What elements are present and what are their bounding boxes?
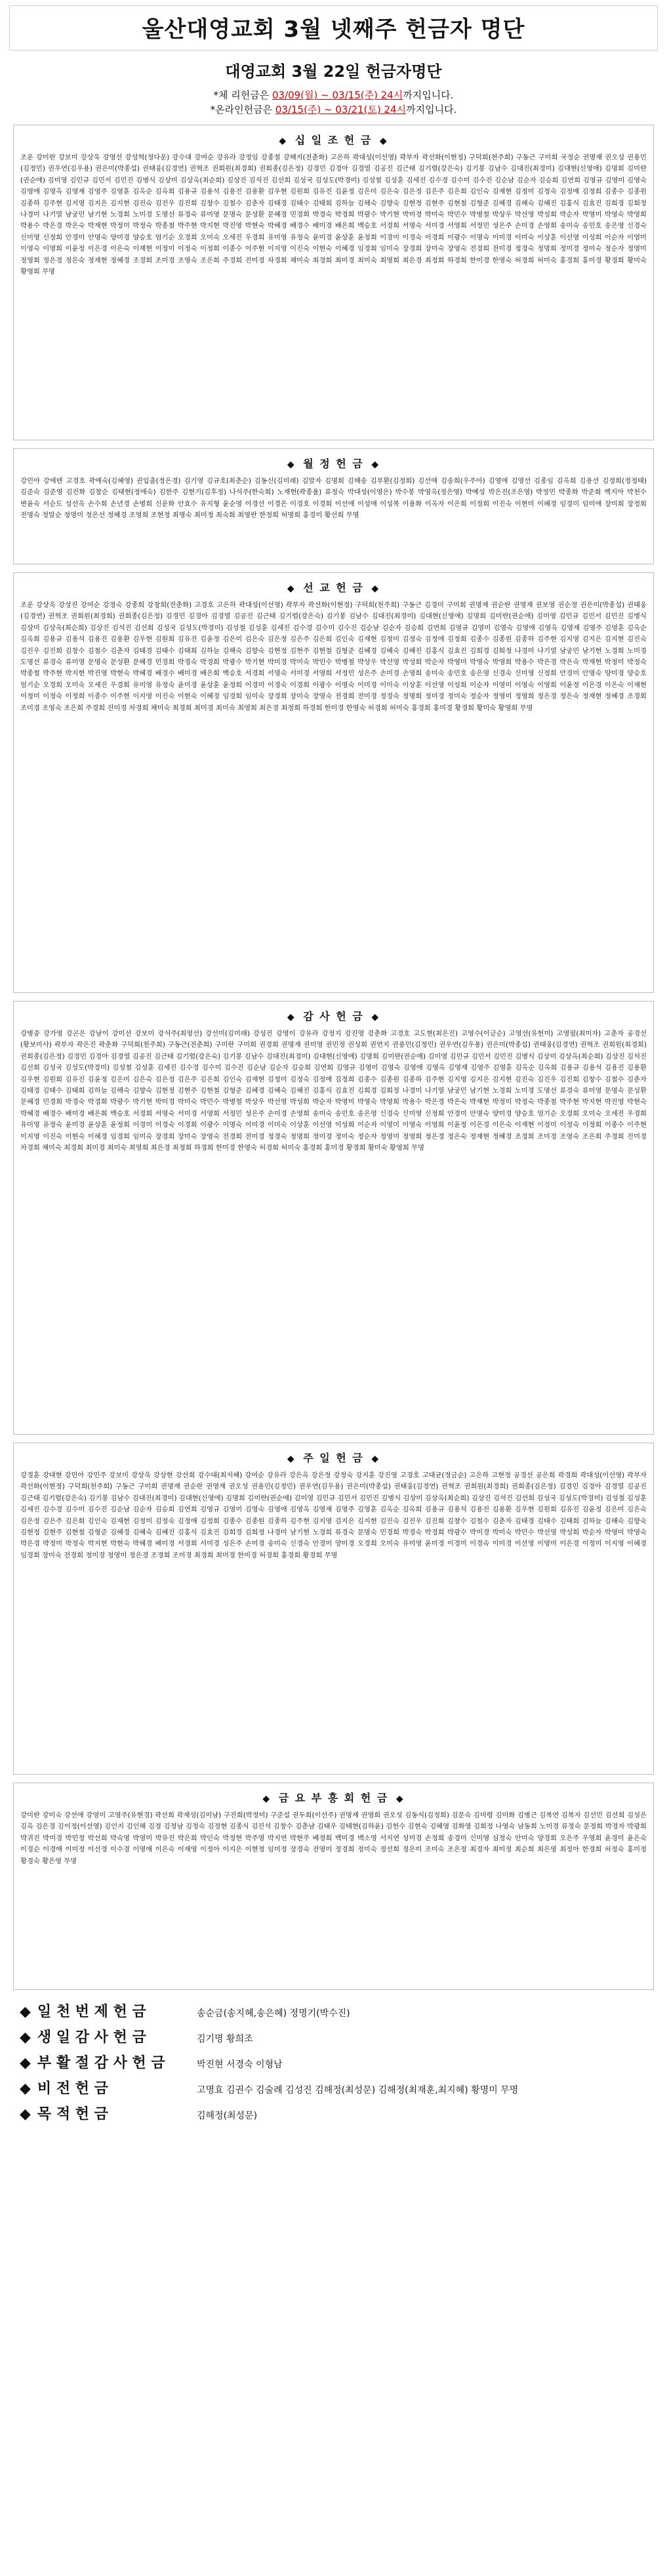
section-sunday [13,1443,654,1775]
section-header [20,1008,647,1023]
offering-label [20,2103,197,2123]
offering-names: 고명효 김권수 김술례 김성진 김해정(최성문) 김해정(최재훈,최지혜) 황명미 무명 [197,2085,519,2096]
offering-label [20,2026,197,2046]
diamond-icon: ◆ [20,2004,31,2020]
offering-label-text: 생 일 감 사 헌 금 [37,2029,146,2046]
diamond-icon: ◆ [371,583,380,594]
diamond-icon: ◆ [287,1012,296,1023]
section-tithe [13,125,654,440]
section-thanks [13,1001,654,1435]
notice-date: 03/15(주) ~ 03/21(토) 24시 [275,104,407,116]
name-list: 조운 강상욱 강성진 강여순 강정숙 강종희 강창희(전춘화) 고경호 고은하 곽대성(이선영) 곽부자 곽선화(이현정) 구덕희(천주희) 구동근 김경미 구미희 권명재 권순란 권영재 권보영 권순정 권은미(박종섭) 권태웅(김경연) 권혁조 권희원(최경희) 권희종(김은정) 김경민 김경아 김경열 김공진 김근태 김기렬(강은숙) 김기봉 김남수 김대진(최경미) 김대현(신영애) 김명희 김미란(권순애) 김미영 김민규 김민서 김민진 김병식 김상미 김상옥(최순희) 김상진 김석진 김선희 김성국 김성도(박경미) 김성철 김성훈 김세진 김수경 김수미 김수진 김순남 김순자 김승희 김연희 김영규 김영미 김영숙 김영애 김영옥 김영재 김영주 김영훈 김옥순 김옥희 김용규 김용석 김용진 김용환 김우현 김원희 김유진 김윤정 김은미 김은숙 김은정 김은주 김은희 김인숙 김재현 김정미 김정숙 김정애 김정희 김종수 김종원 김종하 김주현 김지영 김지은 김지현 김진숙 김진우 김진희 김창수 김철수 김춘자 김태경 김태수 김태희 김하늘 김해숙 김향숙 김현정 김현주 김현철 김형준 김혜경 김혜숙 김혜진 김홍식 김효진 김희경 김희정 나경미 나기열 남궁민 남기현 노경희 노미경 도명선 류경숙 류미영 문명숙 문성환 문혜경 민경희 박경숙 박경희 박광수 박기현 박미경 박미숙 박민수 박병철 박상우 박선영 박성희 박순자 박영미 박영숙 박영희 박용수 박은경 박은숙 박재현 박정미 박정숙 박종철 박주현 박지현 박진영 박현숙 박혜경 배경수 배미경 배은희 백승호 서경희 서명숙 서미경 서영희 서정민 성은주 손미경 손영희 송미숙 송민호 송은영 신경숙 신미영 신정희 안경미 안명숙 양미경 양승호 엄기순 오경희 오미숙 오세진 우경희 유미영 유정숙 윤미경 윤상훈 윤정희 이경미 이경숙 이경희 이광수 이명숙 이미경 이미숙 이상훈 이선영 이성희 이순자 이영미 이영숙 이영희 이윤정 이은경 이은숙 이재현 이정미 이정숙 이정희 이종수 이주현 이지영 이진숙 이현숙 이혜경 임경희 임미숙 장경희 장미숙 장영숙 전경희 전미경 정경숙 정명희 정미경 정미숙 정순자 정영미 정영희 정은경 정은숙 정재현 정혜경 조경희 조미경 조영숙 조은희 주경희 진미경 차경희 채미숙 최경희 최미경 최미숙 최영희 최은경 최정희 하경희 한미경 한영숙 허경희 허미숙 홍경희 홍미경 황경희 황미숙 황영희 무명 [20,601,647,712]
diamond-icon: ◆ [287,459,296,470]
diamond-icon: ◆ [287,1454,296,1464]
notice-bullet: * [213,89,218,101]
section-header [20,1790,647,1805]
section-header [20,455,647,471]
diamond-icon: ◆ [287,583,296,594]
notice-online [0,102,667,117]
diamond-icon: ◆ [279,136,288,146]
offering-names: 박진현 서경숙 이형남 [197,2059,283,2070]
offering-label-text: 일 천 번 제 헌 금 [37,2004,146,2020]
diamond-icon: ◆ [371,459,380,470]
section-title: 십 일 조 헌 금 [294,134,373,146]
page [0,5,667,2576]
notice-label: 온라인헌금은 [215,104,275,116]
notice-cherry [0,88,667,102]
offering-label-text: 목 적 헌 금 [37,2106,108,2122]
section-title: 주 일 헌 금 [303,1452,364,1464]
section-title: 금 요 부 흥 회 헌 금 [278,1792,389,1804]
section-title: 월 정 헌 금 [303,457,364,470]
offering-label-text: 비 전 헌 금 [37,2080,108,2097]
offering-label-text: 부 활 절 감 사 헌 금 [37,2055,165,2071]
diamond-icon: ◆ [20,2080,31,2097]
section-friday-revival [13,1783,654,1990]
section-title: 감 사 헌 금 [303,1010,364,1023]
diamond-icon: ◆ [395,1794,405,1804]
offering-names: 김기명 황희조 [197,2034,253,2044]
name-list: 강병중 강가영 강곤은 강남이 강미선 강보미 강석주(최영선) 강선미(김미래) 강성진 강영이 강유라 강정지 강진영 강춘화 고경호 고도현(최은진) 고영수(이금순) 고영선(유헌미) 고영필(최미자) 고춘자 공경선(황보미사) 곽부자 곽은진 곽춘화 구덕희(천주희) 구동근(전춘희) 구미란 구미희 권경희 권명재 권미영 권민정 권성희 권연지 권용민(김정민) 권우연(김우용) 권은미(박종섭) 권태웅(김경연) 권혁조 권희원(최경희) 권희종(김은정) 김경민 김경아 김경열 김공진 김근태 김기렬(강은숙) 김기봉 김남수 김대진(최경미) 김대현(신영애) 김명희 김미란(권순애) 김미영 김민규 김민서 김민진 김병식 김상미 김상옥(최순희) 김상진 김석진 김선희 김성국 김성도(박경미) 김성철 김성훈 김세진 김수경 김수미 김수진 김순남 김순자 김승희 김연희 김영규 김영미 김영숙 김영애 김영옥 김영재 김영주 김영훈 김옥순 김옥희 김용규 김용석 김용진 김용환 김우현 김원희 김유진 김윤정 김은미 김은숙 김은정 김은주 김은희 김인숙 김재현 김정미 김정숙 김정애 김정희 김종수 김종원 김종하 김주현 김지영 김지은 김지현 김진숙 김진우 김진희 김창수 김철수 김춘자 김태경 김태수 김태희 김하늘 김해숙 김향숙 김현정 김현주 김현철 김형준 김혜경 김혜숙 김혜진 김홍식 김효진 김희경 김희정 나경미 나기열 남궁민 남기현 노경희 노미경 도명선 류경숙 류미영 문명숙 문성환 문혜경 민경희 박경숙 박경희 박광수 박기현 박미경 박미숙 박민수 박병철 박상우 박선영 박성희 박순자 박영미 박영숙 박영희 박용수 박은경 박은숙 박재현 박정미 박정숙 박종철 박주현 박지현 박진영 박현숙 박혜경 배경수 배미경 배은희 백승호 서경희 서명숙 서미경 서영희 서정민 성은주 손미경 손영희 송미숙 송민호 송은영 신경숙 신미영 신정희 안경미 안명숙 양미경 양승호 엄기순 오경희 오미숙 오세진 우경희 유미영 유정숙 윤미경 윤상훈 윤정희 이경미 이경숙 이경희 이광수 이명숙 이미경 이미숙 이상훈 이선영 이성희 이순자 이영미 이영숙 이영희 이윤정 이은경 이은숙 이재현 이정미 이정숙 이정희 이종수 이주현 이지영 이진숙 이현숙 이혜경 임경희 임미숙 장경희 장미숙 장영숙 전경희 전미경 정경숙 정명희 정미경 정미숙 정순자 정영미 정영희 정은경 정은숙 정재현 정혜경 조경희 조미경 조영숙 조은희 주경희 진미경 차경희 채미숙 최경희 최미경 최미숙 최영희 최은경 최정희 하경희 한미경 한영숙 허경희 허미숙 홍경희 홍미경 황경희 황미숙 황영희 무명 [20,1030,647,1152]
notice-date: 03/09(월) ~ 03/15(주) 24시 [272,89,403,101]
offering-row [20,2052,647,2072]
notice-bullet: * [210,104,216,116]
diamond-icon: ◆ [379,136,388,146]
diamond-icon: ◆ [371,1454,380,1464]
name-list: 조운 강미란 강보미 강상욱 강영선 강성혁(정다운) 강수대 강여순 강유라 강정임 강종철 강해지(전춘화) 고은하 곽대성(이선영) 곽부자 곽선화(이현정) 구덕희(천주희) 구동근 구미희 국정순 권명재 권오성 권용민(김정민) 권우연(김우용) 권은미(박종섭) 권태웅(김경연) 권혁조 권희원(최경희) 권희종(김은정) 김경민 김경아 김경열 김공진 김근태 김기렬(강은숙) 김기봉 김남수 김대진(최경미) 김대현(신영애) 김명희 김미란(권순애) 김미영 김민규 김민서 김민진 김병식 김상미 김상옥(최순희) 김상진 김석진 김선희 김성국 김성도(박경미) 김성철 김성훈 김세진 김수경 김수미 김수진 김순남 김순자 김승희 김연희 김영규 김영미 김영숙 김영애 김영옥 김영재 김영주 김영훈 김옥순 김옥희 김용규 김용석 김용진 김용환 김우현 김원희 김유진 김윤정 김은미 김은숙 김은정 김은주 김은희 김인숙 김재현 김정미 김정숙 김정애 김정희 김종수 김종원 김종하 김주현 김지영 김지은 김지현 김진숙 김진우 김진희 김창수 김철수 김춘자 김태경 김태수 김태희 김하늘 김해숙 김향숙 김현정 김현주 김현철 김형준 김혜경 김혜숙 김혜진 김홍식 김효진 김희경 김희정 나경미 나기열 남궁민 남기현 노경희 노미경 도명선 류경숙 류미영 문명숙 문성환 문혜경 민경희 박경숙 박경희 박광수 박기현 박미경 박미숙 박민수 박병철 박상우 박선영 박성희 박순자 박영미 박영숙 박영희 박용수 박은경 박은숙 박재현 박정미 박정숙 박종철 박주현 박지현 박진영 박현숙 박혜경 배경수 배미경 배은희 백승호 서경희 서명숙 서미경 서영희 서정민 성은주 손미경 손영희 송미숙 송민호 송은영 신경숙 신미영 신정희 안경미 안명숙 양미경 양승호 엄기순 오경희 오미숙 오세진 우경희 유미영 유정숙 윤미경 윤상훈 윤정희 이경미 이경숙 이경희 이광수 이명숙 이미경 이미숙 이상훈 이선영 이성희 이순자 이영미 이영숙 이영희 이윤정 이은경 이은숙 이재현 이정미 이정숙 이정희 이종수 이주현 이지영 이진숙 이현숙 이혜경 임경희 임미숙 장경희 장미숙 장영숙 전경희 전미경 정경숙 정명희 정미경 정미숙 정순자 정영미 정영희 정은경 정은숙 정재현 정혜경 조경희 조미경 조영숙 조은희 주경희 진미경 차경희 채미숙 최경희 최미경 최미숙 최영희 최은경 최정희 하경희 한미경 한영숙 허경희 허미숙 홍경희 홍미경 황경희 황미숙 황영희 무명 [20,154,647,276]
main-title: 울산대영교회 3월 넷째주 헌금자 명단 [142,16,525,43]
sub-title: 대영교회 3월 22일 헌금자명단 [225,62,442,81]
section-title: 선 교 헌 금 [303,581,364,594]
notice-suffix: 까지입니다. [406,104,457,116]
other-offerings-list [20,2000,647,2123]
name-list: 강경훈 강대현 강민아 강민주 강보미 강상욱 강상현 강선희 강수대(최지혜) 강여순 강유라 강은옥 강은정 강정숙 강지훈 강진영 고경호 고대균(정금순) 고은하 고현정 공경선 공은희 곽경희 곽대성(이선영) 곽부자 곽선화(이현정) 구덕희(천주희) 구동근 구미희 권명재 권순란 권영재 권오성 권용민(김정민) 권우연(김우용) 권은미(박종섭) 권태웅(김경연) 권혁조 권희원(최경희) 권희종(김은정) 김경민 김경아 김경열 김공진 김근태 김기렬(강은숙) 김기봉 김남수 김대진(최경미) 김대현(신영애) 김명희 김미란(권순애) 김미영 김민규 김민서 김민진 김병식 김상미 김상옥(최순희) 김상진 김석진 김선희 김성국 김성도(박경미) 김성철 김성훈 김세진 김수경 김수미 김수진 김순남 김순자 김승희 김연희 김영규 김영미 김영숙 김영애 김영옥 김영재 김영주 김영훈 김옥순 김옥희 김용규 김용석 김용진 김용환 김우현 김원희 김유진 김윤정 김은미 김은숙 김은정 김은주 김은희 김인숙 김재현 김정미 김정숙 김정애 김정희 김종수 김종원 김종하 김주현 김지영 김지은 김지현 김진숙 김진우 김진희 김창수 김철수 김춘자 김태경 김태수 김태희 김하늘 김해숙 김향숙 김현정 김현주 김현철 김형준 김혜경 김혜숙 김혜진 김홍식 김효진 김희경 김희정 나경미 남기현 노경희 류경숙 문명숙 민경희 박경숙 박경희 박광수 박미경 박미숙 박민수 박선영 박성희 박순자 박영미 박영숙 박은경 박정미 박정숙 박지현 박현숙 박혜경 배미경 서경희 서미경 성은주 손미경 송미숙 신경숙 안경미 양미경 오경희 오미숙 유미영 윤미경 이경미 이경숙 이미경 이선영 이영미 이은경 이정미 이지영 이혜경 임경희 장미숙 전경희 정미경 정영미 정은경 조경희 조미경 최경희 최미경 한미경 허경희 홍경희 황경희 무명 [20,1471,647,1559]
offering-names: 송순금(송지혜,송은혜) 정명기(박수진) [197,2008,350,2019]
diamond-icon: ◆ [371,1012,380,1023]
section-header [20,1450,647,1465]
offering-row [20,2000,647,2021]
name-list: 강민아 강에덴 고경호 곽애숙(김혜영) 권입출(정은경) 김기영 김규호(최춘순) 김동신(김미래) 김말자 김명희 김해송 김부환(김정희) 김선애 김송희(우주아) 김영애 김영선 김종임 김옥희 김용선 김정희(정정태) 김준숙 김준영 김진화 김창순 김태현(정애숙) 김한주 김현기(김후정) 나석주(한숙희) 노재현(곽종율) 류정숙 박대성(이영은) 박수봉 박영옥(정은영) 박예성 박은진(조은영) 박정민 박종화 박준희 백지아 박천수 변윤숙 서순도 성선옥 손수희 손년경 손병희 신운화 안효수 유지형 윤순영 이경선 이경은 이경호 이경희 이선애 이성애 이성복 이용화 이옥자 이은희 이정희 이진숙 이현미 이혜경 임경미 임미애 장미희 장정희 전명숙 정말순 정영미 정은선 정혜경 조영희 조현정 최명숙 최미정 최숙희 최영란 한정희 허명희 홍경미 황선희 무명 [20,477,647,520]
section-header [20,132,647,147]
offering-label [20,2052,197,2072]
diamond-icon: ◆ [20,2106,31,2122]
notice-suffix: 까지입니다. [403,89,454,101]
diamond-icon: ◆ [262,1794,272,1804]
name-list: 강미란 강미숙 강선애 강영미 고영주(유현경) 곽선희 곽재성(김미남) 구진희(박정미) 구준섭 권두희(이선주) 권명재 권영희 권오성 김동식(김정희) 김문숙 김미령 김미화 김병근 김복연 김복자 김선민 김선희 김성은 김옥 김은경 김이정(이선영) 김인지 김인해 김정 김정남 김정숙 김정현 김종식 김진석 김창수 김춘남 김태우 김태현(김하윤) 김헌수 김현숙 김혜영 김화영 김희정 나영숙 남동희 노미경 류정숙 문정희 박경자 박광희 박귀진 박미경 박민정 박선희 박숙영 박영미 박유진 박은희 박인숙 박정현 박주영 박지연 박현주 배정희 백미경 백소영 서지연 성미경 손정희 송경미 신미영 심정숙 안미숙 양경희 오은주 우명희 윤경미 윤은숙 이경순 이경애 이미정 이선경 이수경 이영애 이은숙 이재영 이정아 이지은 이현정 임미정 장경숙 전영미 정경희 정미숙 정선희 정은미 조미숙 조은정 최경자 최미정 최순희 최은영 최정아 한경희 허정숙 홍미정 황경숙 황은영 무명 [20,1811,647,1865]
section-mission [13,572,654,993]
title-box [9,5,658,51]
notice-block [0,88,667,117]
section-header [20,580,647,595]
offering-names: 김해정(최성문) [197,2111,258,2121]
offering-label [20,2000,197,2021]
offering-row [20,2026,647,2046]
offering-row [20,2103,647,2123]
offering-label [20,2077,197,2098]
diamond-icon: ◆ [20,2029,31,2046]
notice-label: 체 리헌금은 [218,89,272,101]
diamond-icon: ◆ [20,2055,31,2071]
offering-row [20,2077,647,2098]
section-monthly [13,448,654,564]
